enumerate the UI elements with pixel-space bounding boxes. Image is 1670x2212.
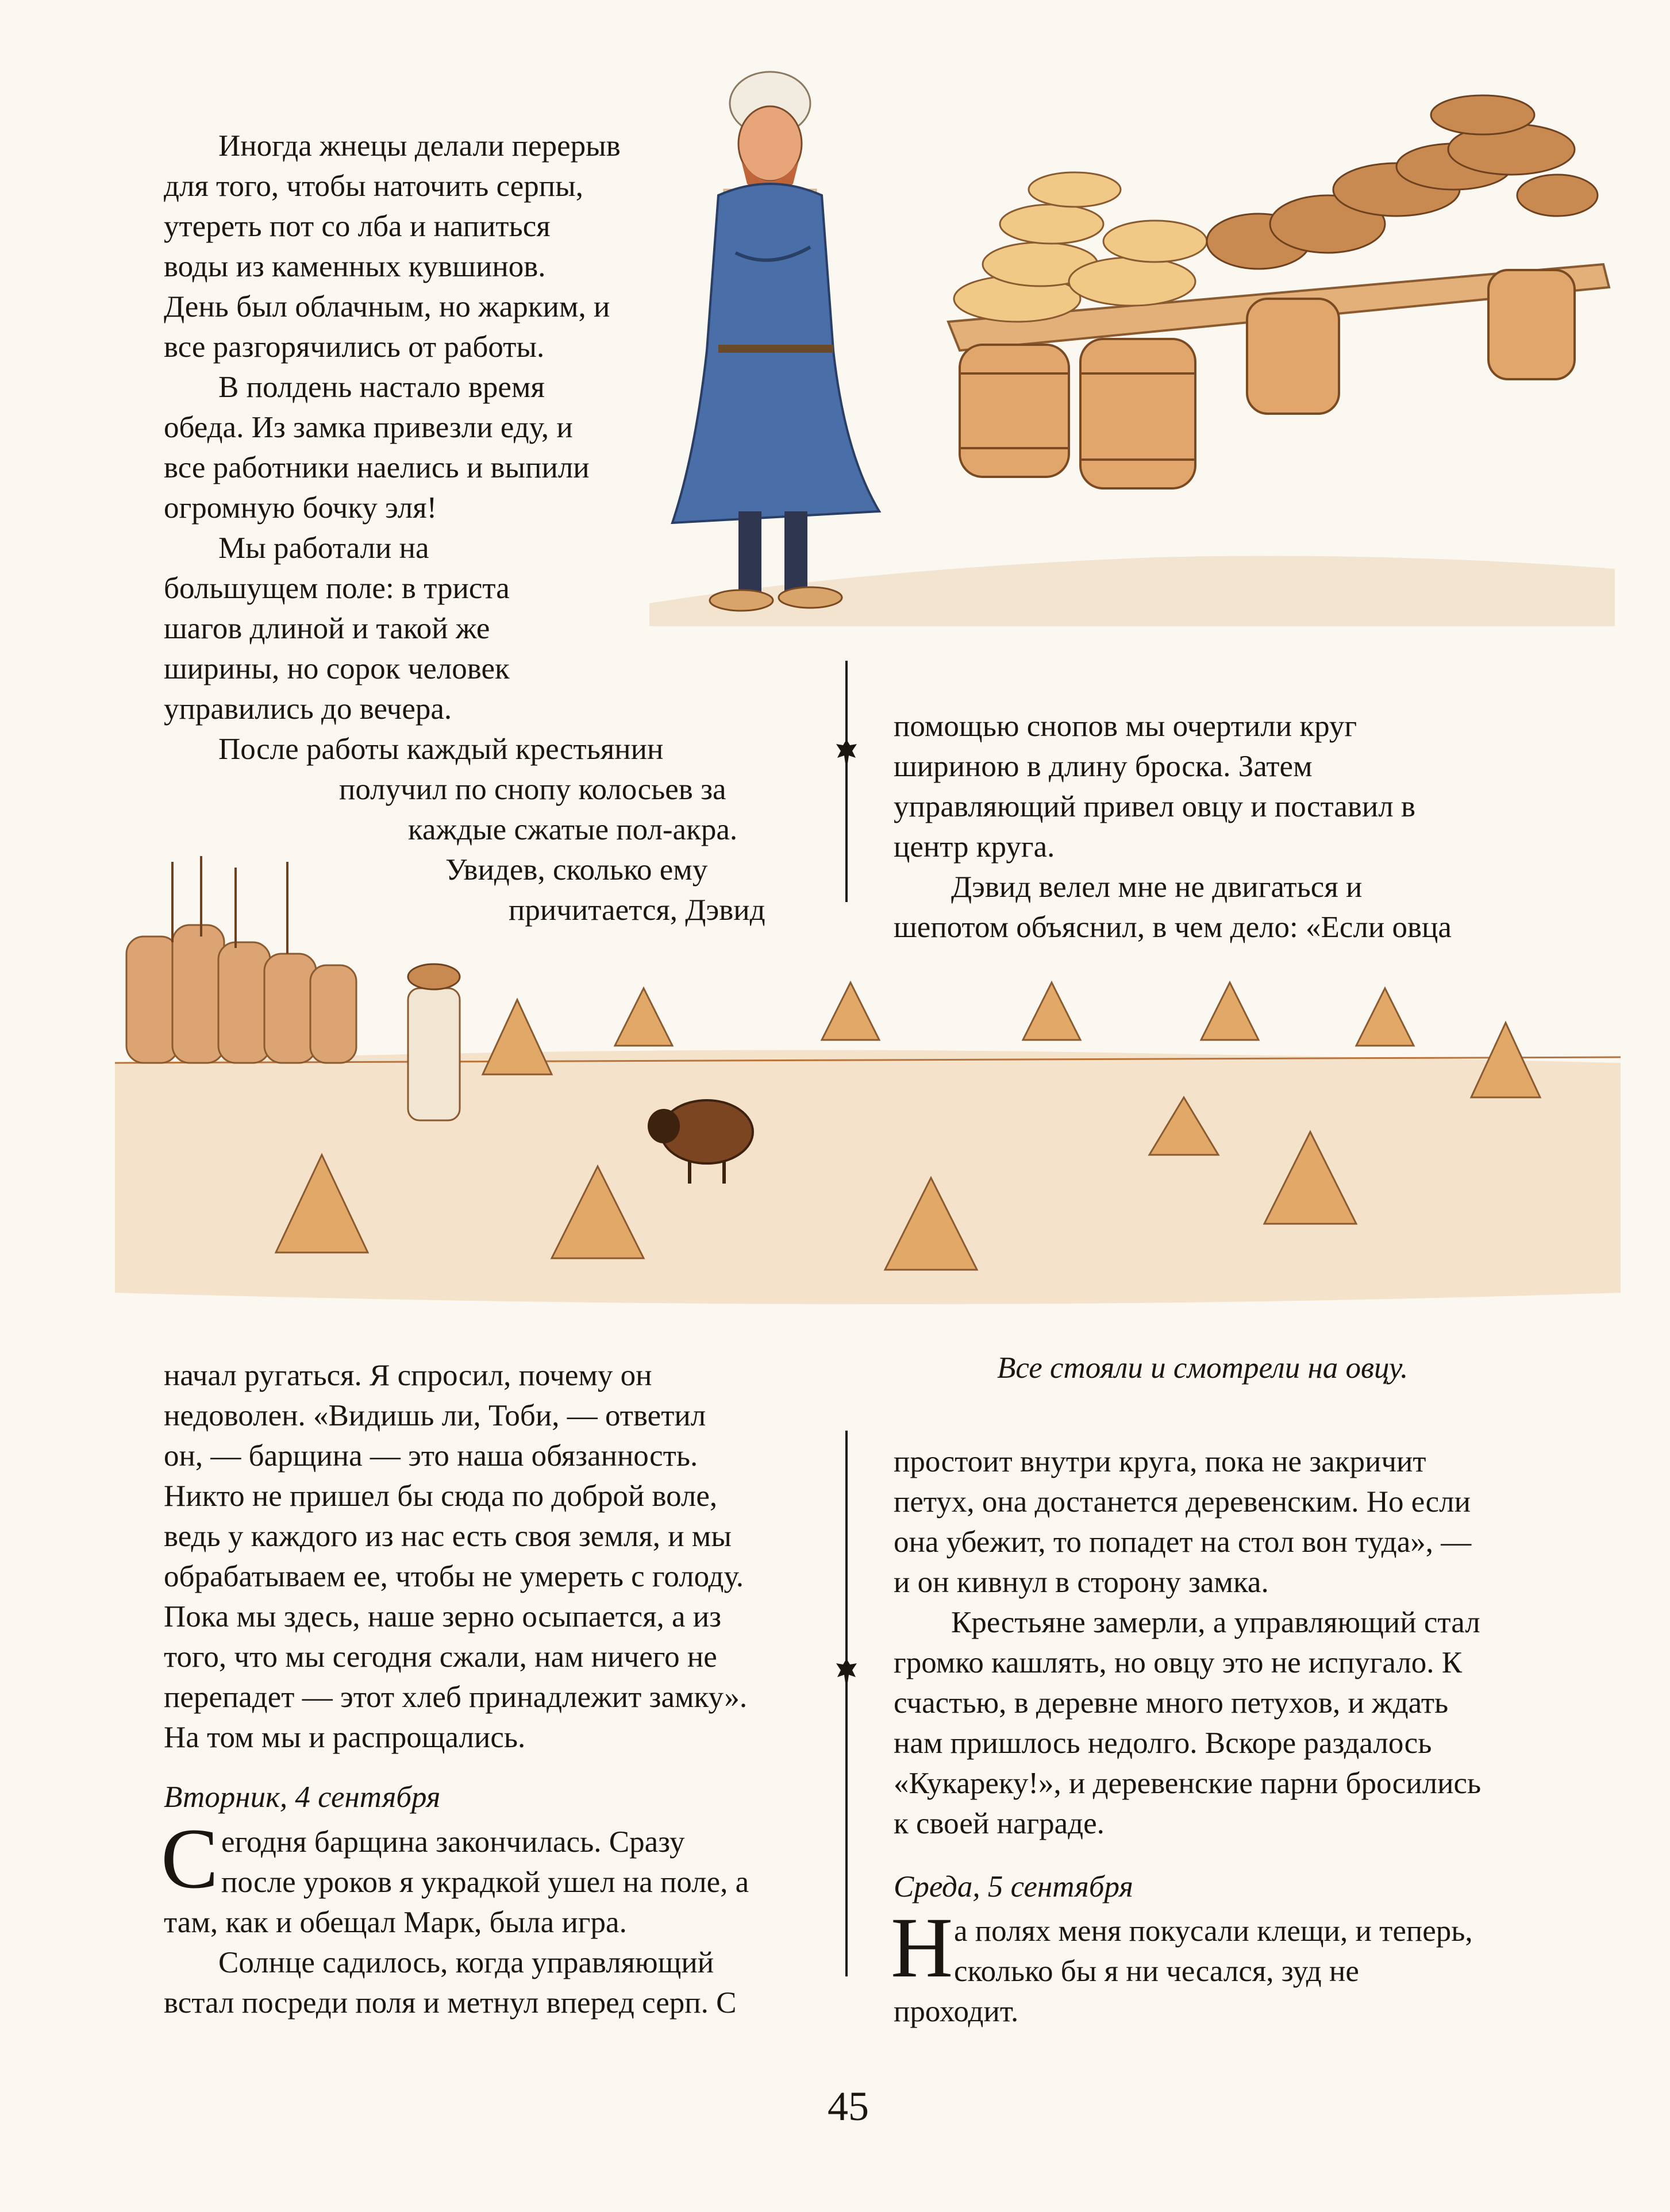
text-line: все разгорячились от работы. [164, 330, 545, 364]
feast-illustration [638, 52, 1626, 632]
text-line: помощью снопов мы очертили круг [894, 710, 1357, 743]
text-line: нам пришлось недолго. Вскоре раздалось [894, 1727, 1432, 1760]
entry-heading-wednesday: Среда, 5 сентября [894, 1870, 1133, 1903]
drop-cap: Н [891, 1900, 953, 1995]
text-line: воды из каменных кувшинов. [164, 250, 546, 283]
eagle-ornament-icon [835, 1658, 858, 1692]
text-line: там, как и обещал Марк, была игра. [164, 1906, 627, 1939]
text-line: После работы каждый крестьянин [218, 733, 664, 766]
text-line: егодня барщина закончилась. Сразу [221, 1825, 685, 1859]
text-line: большущем поле: в триста [164, 572, 510, 605]
drop-cap: С [161, 1811, 219, 1906]
text-line: громко кашлять, но овцу это не испугало. К [894, 1646, 1463, 1679]
text-line: ширины, но сорок человек [164, 652, 510, 685]
text-line: сколько бы я ни чесался, зуд не [954, 1955, 1359, 1988]
text-line: он, — барщина — это наша обязанность. [164, 1439, 698, 1473]
text-line: Увидев, сколько ему [445, 853, 708, 887]
text-line: к своей награде. [894, 1807, 1105, 1840]
text-line: петух, она достанется деревенским. Но если [894, 1485, 1471, 1519]
text-line: недоволен. «Видишь ли, Тоби, — ответил [164, 1399, 706, 1432]
text-line: встал посреди поля и метнул вперед серп. С [164, 1986, 737, 2020]
text-line: обрабатываем ее, чтобы не умереть с голоду. [164, 1560, 744, 1593]
text-line: после уроков я украдкой ушел на поле, а [221, 1866, 749, 1899]
text-line: ведь у каждого из нас есть своя земля, и мы [164, 1520, 732, 1553]
text-line: получил по снопу колосьев за [339, 773, 726, 806]
text-line: Никто не пришел бы сюда по доброй воле, [164, 1479, 718, 1513]
text-line: День был облачным, но жарким, и [164, 290, 610, 323]
text-line: огромную бочку эля! [164, 491, 437, 525]
text-line: для того, чтобы наточить серпы, [164, 169, 583, 203]
text-line: проходит. [894, 1995, 1019, 2028]
text-line: каждые сжатые пол-акра. [408, 813, 738, 846]
text-line: все работники наелись и выпили [164, 451, 590, 484]
text-line: На том мы и распрощались. [164, 1721, 526, 1754]
text-line: причитается, Дэвид [509, 893, 765, 927]
text-line: Дэвид велел мне не двигаться и [951, 870, 1363, 904]
text-line: шагов длиной и такой же [164, 612, 490, 645]
text-line: шепотом объяснил, в чем дело: «Если овца [894, 911, 1452, 944]
entry-heading-tuesday: Вторник, 4 сентября [164, 1781, 441, 1814]
eagle-ornament-icon [835, 738, 858, 773]
text-line: управляющий привел овцу и поставил в [894, 790, 1415, 823]
page-number: 45 [828, 2083, 869, 2129]
text-line: Солнце садилось, когда управляющий [218, 1946, 714, 1979]
text-line: шириною в длину броска. Затем [894, 750, 1313, 783]
text-line: счастью, в деревне много петухов, и ждать [894, 1686, 1449, 1720]
text-line: утереть пот со лба и напиться [164, 210, 551, 243]
text-line: и он кивнул в сторону замка. [894, 1566, 1269, 1599]
text-line: Пока мы здесь, наше зерно осыпается, а из [164, 1600, 722, 1633]
text-line: простоит внутри круга, пока не закричит [894, 1445, 1426, 1478]
text-line: «Кукареку!», и деревенские парни бросились [894, 1767, 1482, 1800]
text-line: она убежит, то попадет на стол вон туда», — [894, 1525, 1472, 1559]
text-line: обеда. Из замка привезли еду, и [164, 411, 573, 444]
column-divider [845, 1431, 848, 1976]
text-line: Крестьяне замерли, а управляющий стал [951, 1606, 1480, 1639]
text-line: перепадет — этот хлеб принадлежит замку». [164, 1681, 748, 1714]
text-line: начал ругаться. Я спросил, почему он [164, 1359, 652, 1392]
text-line: управились до вечера. [164, 692, 452, 726]
caption-sheep: Все стояли и смотрели на овцу. [997, 1351, 1409, 1385]
text-line: того, что мы сегодня сжали, нам ничего не [164, 1640, 717, 1674]
field-illustration [115, 853, 1621, 1316]
text-line: центр круга. [894, 830, 1055, 864]
text-line: Мы работали на [218, 531, 429, 565]
text-line: Иногда жнецы делали перерыв [218, 129, 621, 163]
text-line: В полдень настало время [218, 371, 545, 404]
text-line: а полях меня покусали клещи, и теперь, [954, 1914, 1473, 1948]
